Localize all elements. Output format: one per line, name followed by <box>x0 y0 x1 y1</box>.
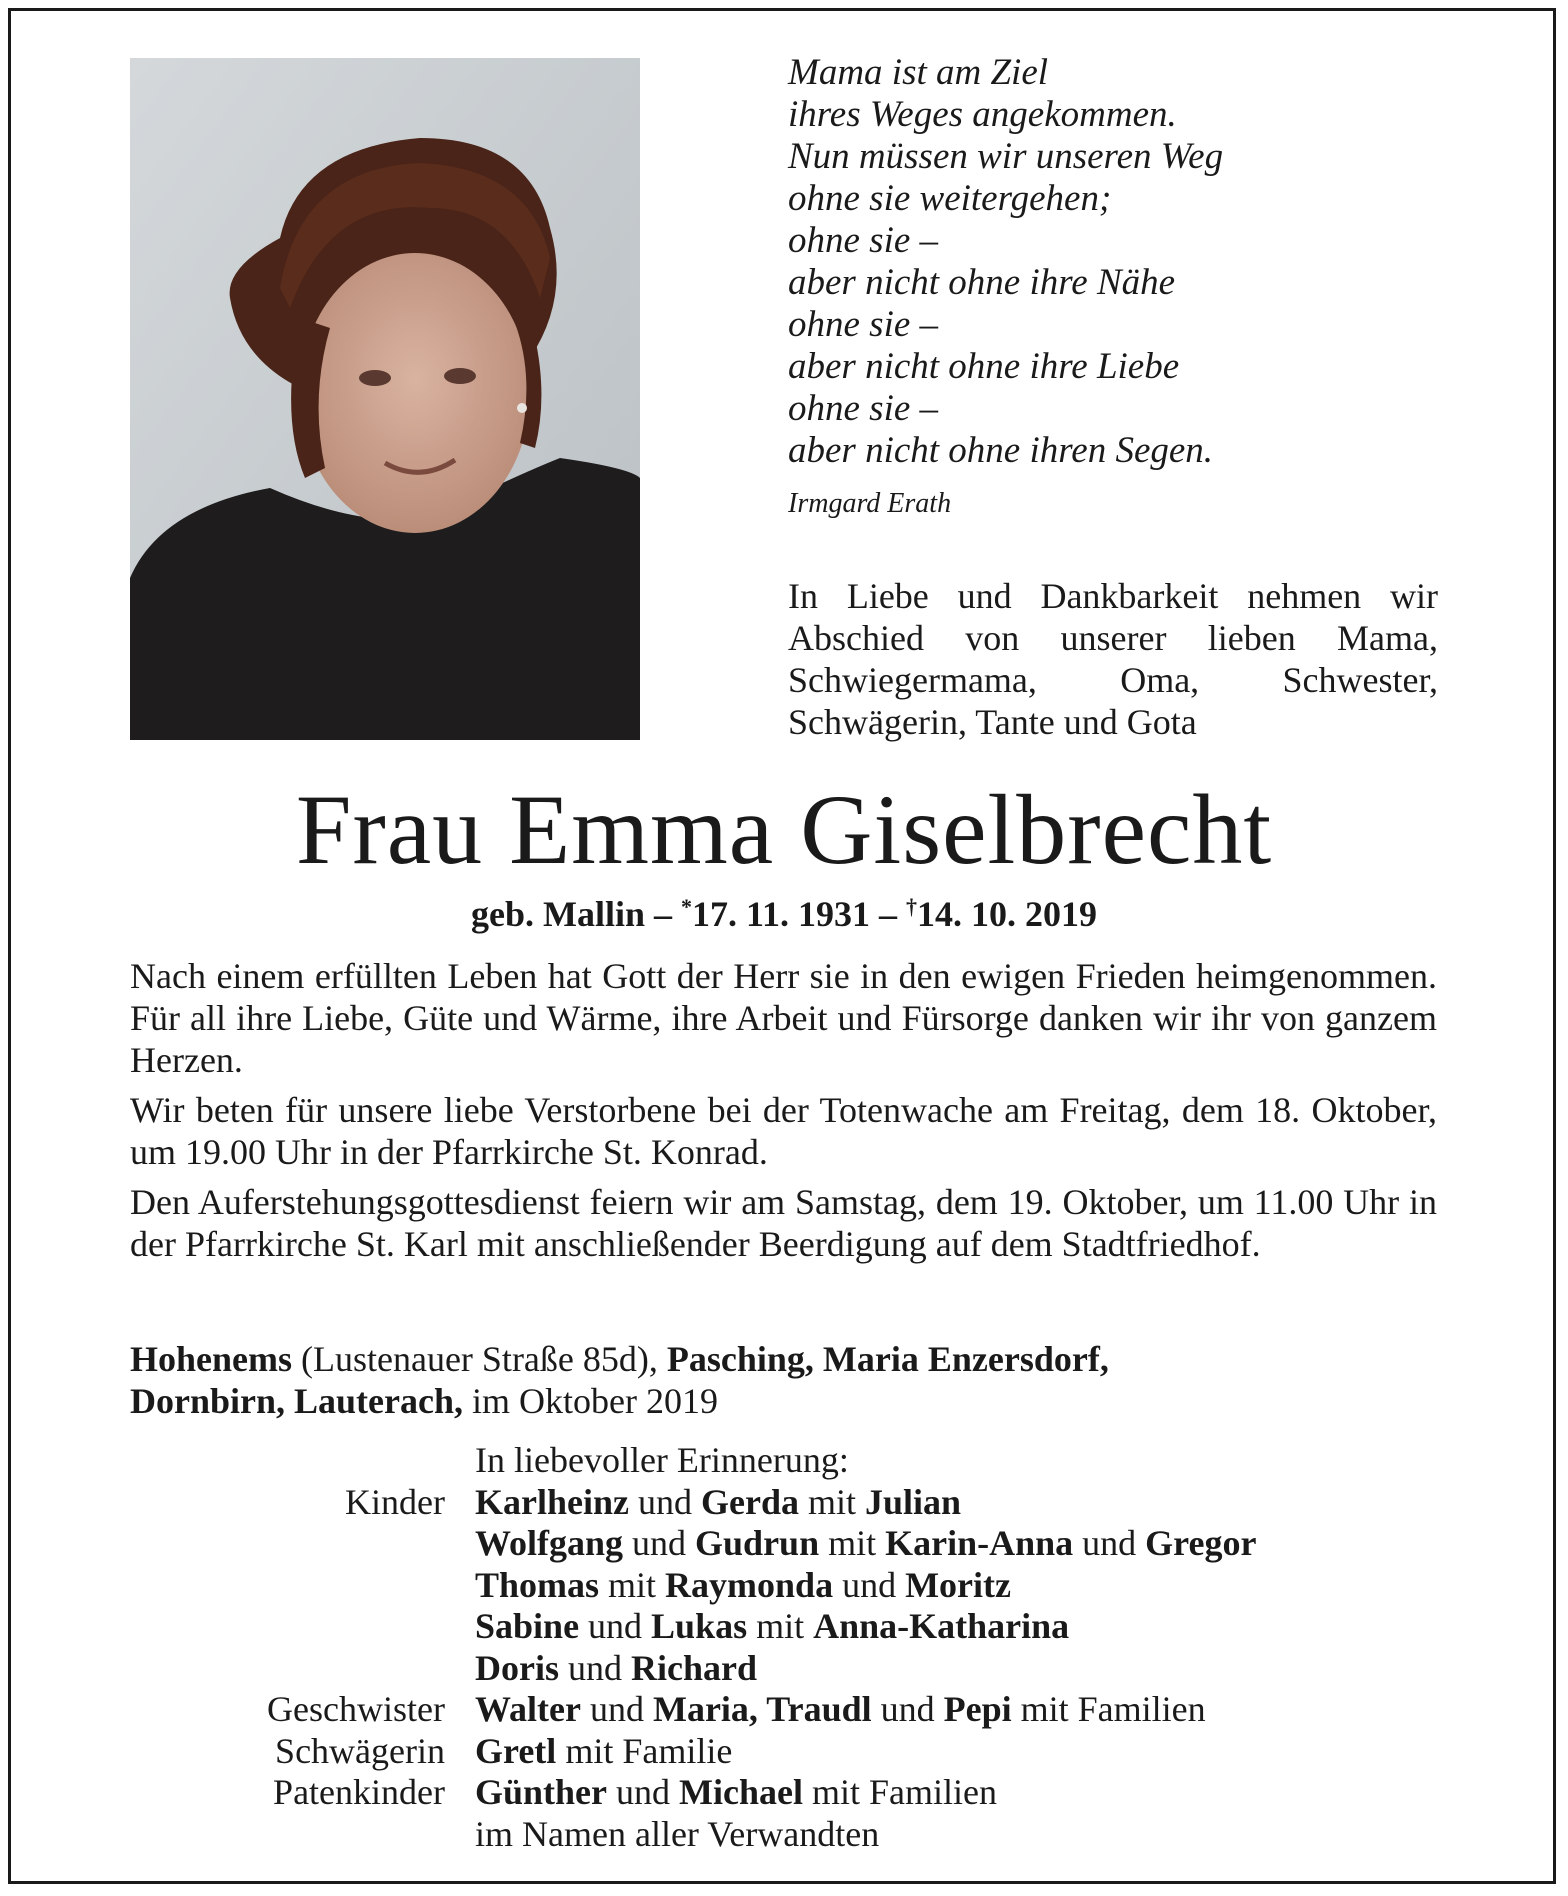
connector-text: mit <box>798 1481 865 1522</box>
connector-text: mit <box>599 1564 666 1605</box>
poem-line: Nun müssen wir unseren Weg <box>788 136 1224 177</box>
survivor-row <box>130 1523 1437 1565</box>
relation-label <box>130 1606 475 1648</box>
relation-label: Geschwister <box>267 1689 445 1729</box>
poem-line: aber nicht ohne ihre Nähe <box>788 262 1176 303</box>
relation-names <box>475 1731 1437 1773</box>
connector-text: und <box>833 1564 906 1605</box>
survivor-row <box>130 1814 1437 1856</box>
places-line <box>130 1338 1437 1422</box>
relation-names <box>475 1772 1437 1814</box>
person-name: Gretl <box>475 1730 557 1771</box>
birth-name: geb. Mallin <box>470 894 645 934</box>
relation-label <box>130 1565 475 1607</box>
poem <box>788 52 1508 472</box>
person-name: Sabine <box>475 1606 580 1646</box>
deceased-name: Frau Emma Giselbrecht <box>295 774 1273 885</box>
person-name: Raymonda <box>665 1564 834 1605</box>
connector-text: mit <box>819 1523 886 1563</box>
poem-line: ohne sie – <box>788 304 939 345</box>
survivor-row <box>130 1731 1437 1773</box>
relation-label: Patenkinder <box>273 1772 445 1812</box>
birth-symbol: * <box>681 894 692 919</box>
relation-label <box>130 1648 475 1690</box>
life-dates: geb. Mallin – *17. 11. 1931 – †14. 10. 2019 <box>470 894 1098 934</box>
relation-names <box>475 1814 1437 1856</box>
connector-text: und <box>559 1647 631 1688</box>
person-name: Gregor <box>1145 1523 1257 1563</box>
place: Dornbirn, Lauterach, <box>130 1381 463 1421</box>
relation-label <box>130 1523 475 1565</box>
person-name: Karin-Anna <box>885 1523 1074 1563</box>
relation-names <box>475 1565 1437 1607</box>
paragraph: Nach einem erfüllten Leben hat Gott der Herr sie in den ewigen Frieden heimgenommen. Für all ihre Liebe, Güte und Wärme, ihre Arbeit und Fürsorge danken wir ihr von ganzem Herzen. <box>130 956 1437 1080</box>
person-name: Thomas <box>475 1564 600 1605</box>
person-name: Pepi <box>943 1689 1012 1729</box>
survivor-row <box>130 1772 1437 1814</box>
poem-line: aber nicht ohne ihre Liebe <box>788 346 1180 387</box>
connector-text: und <box>579 1606 652 1646</box>
relation-label: Schwägerin <box>275 1730 445 1771</box>
connector-text: und <box>580 1689 653 1729</box>
relation-label: Kinder <box>345 1481 445 1522</box>
person-name: Karlheinz <box>475 1481 629 1522</box>
relation-names <box>475 1689 1437 1731</box>
survivor-row <box>130 1689 1437 1731</box>
survivor-row <box>130 1482 1437 1524</box>
survivors-heading: In liebevoller Erinnerung: <box>475 1440 849 1480</box>
connector-text: und <box>623 1523 696 1563</box>
paragraph: Wir beten für unsere liebe Verstorbene bei der Totenwache am Freitag, dem 18. Oktober, um 19.00 Uhr in der Pfarrkirche St. Konrad. <box>130 1090 1437 1172</box>
survivor-row <box>130 1565 1437 1607</box>
person-name: Gerda <box>700 1481 799 1522</box>
poem-line: ohne sie – <box>788 388 939 429</box>
birth-date: 17. 11. 1931 <box>692 894 871 934</box>
survivor-row <box>130 1648 1437 1690</box>
person-name: Doris <box>475 1647 559 1688</box>
place: Hohenems <box>130 1339 292 1379</box>
survivors-list <box>130 1440 1437 1855</box>
address: (Lustenauer Straße 85d), <box>292 1339 667 1379</box>
survivors-heading-row <box>130 1440 1437 1482</box>
person-name: Lukas <box>651 1606 748 1646</box>
relation-names <box>475 1523 1437 1565</box>
connector-text: und <box>607 1772 680 1812</box>
place: Pasching, Maria Enzersdorf, <box>666 1339 1109 1379</box>
relation-label <box>130 1814 475 1856</box>
person-name: Julian <box>864 1481 962 1522</box>
person-name: Anna-Katharina <box>813 1606 1070 1646</box>
connector-text: im Namen aller Verwandten <box>475 1813 880 1854</box>
portrait-image <box>130 58 640 740</box>
person-name: Walter <box>475 1689 581 1729</box>
portrait-photo <box>130 58 640 740</box>
connector-text: mit Familien <box>1011 1689 1206 1729</box>
connector-text: und <box>871 1689 944 1729</box>
connector-text: mit Familien <box>802 1772 997 1812</box>
relation-names <box>475 1482 1437 1524</box>
person-name: Moritz <box>905 1564 1012 1605</box>
date-line: im Oktober 2019 <box>463 1381 718 1421</box>
paragraph: Den Auferstehungsgottesdienst feiern wir am Samstag, dem 19. Oktober, um 11.00 Uhr in der Pfarrkirche St. Karl mit anschließender Beerdigung auf dem Stadtfriedhof. <box>130 1182 1437 1264</box>
person-name: Richard <box>631 1647 757 1688</box>
person-name: Maria, Traudl <box>652 1689 872 1729</box>
connector-text: und <box>1073 1523 1146 1563</box>
poem-line: ohne sie – <box>788 220 939 261</box>
death-symbol: † <box>906 894 918 919</box>
person-name: Michael <box>679 1772 803 1812</box>
poem-author: Irmgard Erath <box>788 488 952 519</box>
intro-text: In Liebe und Dankbarkeit nehmen wir Abschied von unserer lieben Mama, Schwiegermama, Oma, Schwester, Schwägerin, Tante und Gota <box>788 576 1438 742</box>
person-name: Günther <box>475 1772 608 1812</box>
death-date: 14. 10. 2019 <box>917 894 1098 934</box>
poem-line: aber nicht ohne ihren Segen. <box>788 430 1214 471</box>
survivor-row <box>130 1606 1437 1648</box>
relation-names <box>475 1606 1437 1648</box>
poem-line: ohne sie weitergehen; <box>788 178 1112 219</box>
poem-line: ihres Weges angekommen. <box>788 94 1177 135</box>
connector-text: mit <box>747 1606 814 1646</box>
announcement-body <box>130 955 1437 1273</box>
poem-line: Mama ist am Ziel <box>788 52 1049 93</box>
connector-text: und <box>628 1481 701 1522</box>
relation-names <box>475 1648 1437 1690</box>
person-name: Gudrun <box>695 1523 820 1563</box>
person-name: Wolfgang <box>475 1523 624 1563</box>
connector-text: mit Familie <box>556 1730 733 1771</box>
